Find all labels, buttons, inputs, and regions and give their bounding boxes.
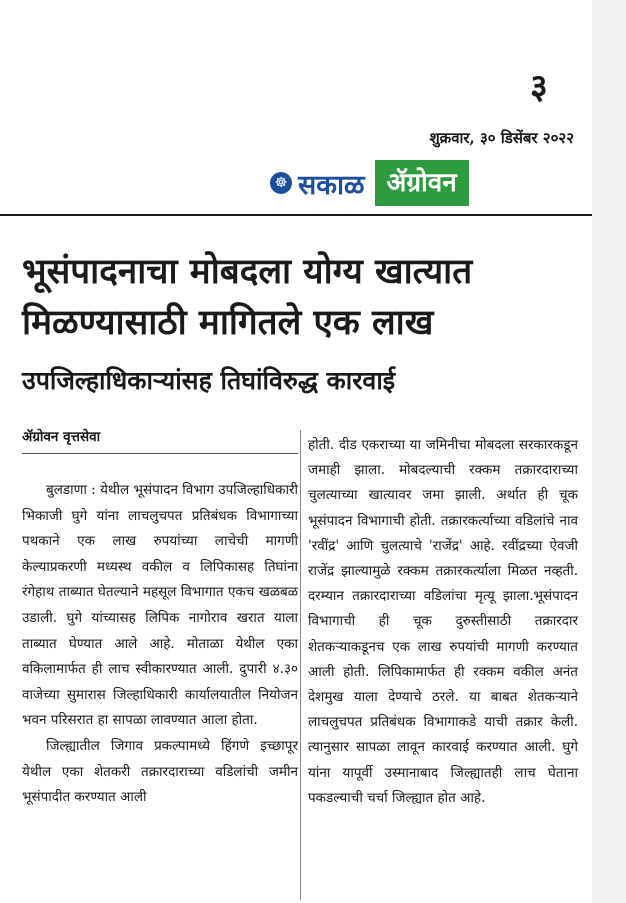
byline: ॲग्रोवन वृत्तसेवा [22,429,101,445]
headline [22,246,582,348]
brand-agrowon: ॲग्रोवन [375,160,469,206]
article-column-right [308,433,578,811]
masthead-divider [0,214,592,216]
article-paragraph-1: बुलडाणा : येथील भूसंपादन विभाग उपजिल्हाधिकारी भिकाजी घुगे यांना लाचलुचपत प्रतिबंधक विभागाच्या पथकाने एक लाख रुपयांच्या लाचेची मागणी केल्याप्रकरणी मध्यस्थ वकील व लिपिकासह तिघांना रंगेहाथ ताब्यात घेतल्याने महसूल विभागात एकच खळबळ उडाली. घुगे यांच्यासह लिपिक नागोराव खरात याला ताब्यात घेण्यात आले आहे. मोताळा येथील एका वकिलामार्फत ही लाच स्वीकारण्यात आली. दुपारी ४.३० वाजेच्या सुमारास जिल्हाधिकारी कार्यालयातील नियोजन भवन परिसरात हा सापळा लावण्यात आला होता. [22,482,298,729]
byline-divider [22,453,298,454]
column-divider [300,430,301,900]
sakal-logo-icon: ☸ [270,172,292,194]
masthead [270,158,469,208]
headline-line-1: भूसंपादनाचा मोबदला योग्य खात्यात [22,251,473,292]
page-number: ३ [530,67,548,107]
article-paragraph-3: होती. दीड एकराच्या या जमिनीचा मोबदला सरकारकडून जमाही झाला. मोबदल्याची रक्कम तक्रारदाराच्या चुलत्याच्या खात्यावर जमा झाली. अर्थात ही चूक भूसंपादन विभागाची होती. तक्रारकर्त्याच्या वडिलांचे नाव 'रवींद्र' आणि चुलत्याचे 'राजेंद्र' आहे. रवींद्रच्या ऐवजी राजेंद्र झाल्यामुळे रक्कम तक्रारकर्त्याला मिळत नव्हती. दरम्यान तक्रारदाराच्या वडिलांचा मृत्यू झाला.भूसंपादन विभागाची ही चूक दुरुस्तीसाठी तक्रारदार शेतकऱ्याकडूनच एक लाख रुपयांची मागणी करण्यात आली होती. लिपिकामार्फत ही रक्कम वकील अनंत देशमुख याला देण्याचे ठरले. या बाबत शेतकऱ्याने लाचलुचपत प्रतिबंधक विभागाकडे याची तक्रार केली. त्यानुसार सापळा लावून कारवाई करण्यात आली. घुगे यांना यापूर्वी उस्मानाबाद जिल्ह्यातही लाच घेताना पकडल्याची चर्चा जिल्ह्यात होत आहे. [308,437,578,806]
brand-sakal: सकाळ [298,169,365,201]
publication-date: शुक्रवार, ३० डिसेंबर २०२२ [429,129,574,147]
headline-line-2: मिळण्यासाठी मागितले एक लाख [22,302,434,343]
article-paragraph-2: जिल्ह्यातील जिगाव प्रकल्पामध्ये हिंगणे इच्छापूर येथील एका शेतकरी तक्रारदाराच्या वडिलांची जमीन भूसंपादीत करण्यात आली [22,737,298,806]
subheadline: उपजिल्हाधिकाऱ्यांसह तिघांविरुद्ध कारवाई [22,366,396,395]
article-column-left [22,427,298,811]
